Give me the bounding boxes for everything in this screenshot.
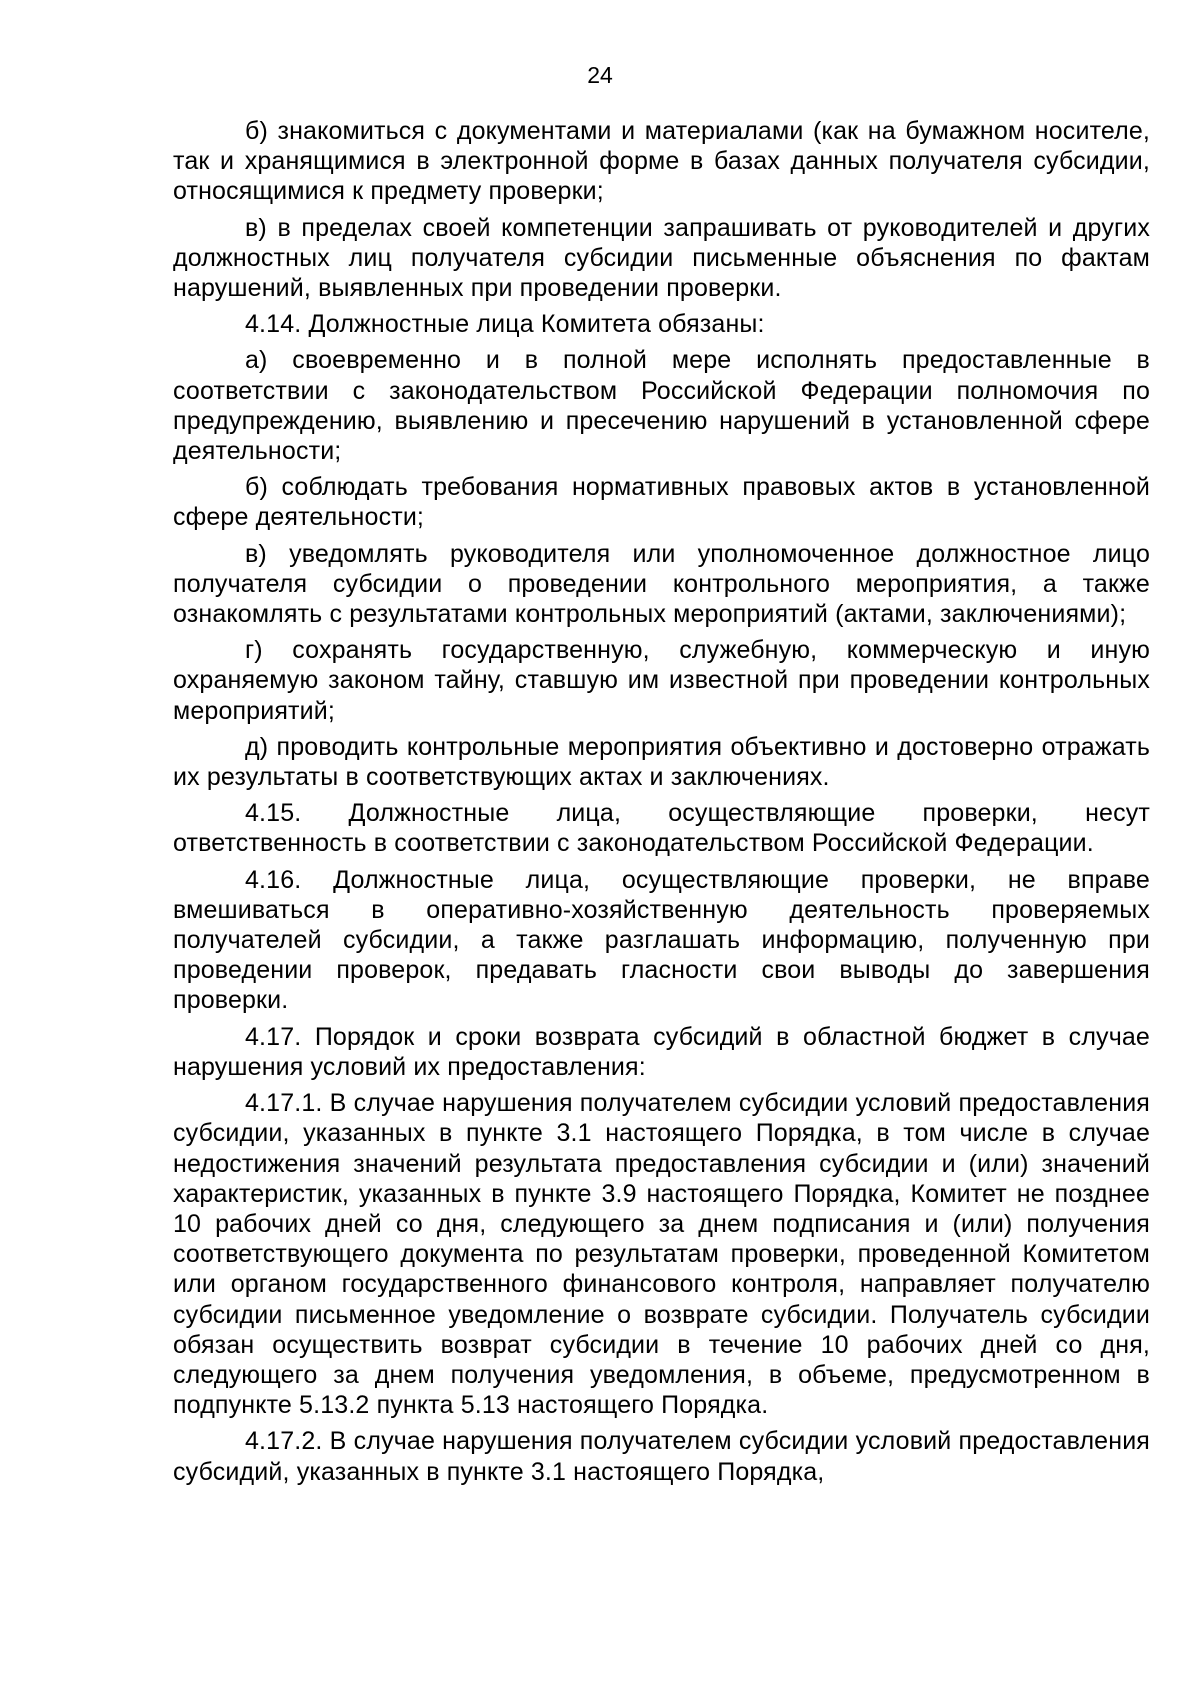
paragraph-4-15: 4.15. Должностные лица, осуществляющие проверки, несут ответственность в соответствии с законодательством Российской Федерации. [173, 799, 1150, 858]
paragraph-4-14-v: в) уведомлять руководителя или уполномоченное должностное лицо получателя субсидии о проведении контрольного мероприятия, а также ознакомлять с результатами контрольных мероприятий (актами, заключениями); [173, 539, 1150, 629]
paragraph-4-17: 4.17. Порядок и сроки возврата субсидий в областной бюджет в случае нарушения условий их предоставления: [173, 1022, 1150, 1081]
paragraph-4-14-b: б) соблюдать требования нормативных правовых актов в установленной сфере деятельности; [173, 473, 1150, 532]
paragraph-4-14-a: а) своевременно и в полной мере исполнять предоставленные в соответствии с законодательством Российской Федерации полномочия по предупреждению, выявлению и пресечению нарушений в установленной сфере деятельности; [173, 346, 1150, 466]
page-number: 24 [587, 62, 613, 88]
paragraph-4-17-1: 4.17.1. В случае нарушения получателем субсидии условий предоставления субсидии, указанных в пункте 3.1 настоящего Порядка, в том числе в случае недостижения значений результата предоставления субсидии и (или) значений характеристик, указанных в пункте 3.9 настоящего Порядка, Комитет не позднее 10 рабочих дней со дня, следующего за днем подписания и (или) получения соответствующего документа по результатам проверки, проведенной Комитетом или органом государственного финансового контроля, направляет получателю субсидии письменное уведомление о возврате субсидии. Получатель субсидии обязан осуществить возврат субсидии в течение 10 рабочих дней со дня, следующего за днем получения уведомления, в объеме, предусмотренном в подпункте 5.13.2 пункта 5.13 настоящего Порядка. [173, 1089, 1150, 1420]
paragraph-4-17-2: 4.17.2. В случае нарушения получателем субсидии условий предоставления субсидий, указанных в пункте 3.1 настоящего Порядка, [173, 1427, 1150, 1486]
paragraph-4-13-b: б) знакомиться с документами и материалами (как на бумажном носителе, так и хранящимися в электронной форме в базах данных получателя субсидии, относящимися к предмету проверки; [173, 117, 1150, 206]
paragraph-4-14-g: г) сохранять государственную, служебную, коммерческую и иную охраняемую законом тайну, ставшую им известной при проведении контрольных мероприятий; [173, 636, 1150, 725]
paragraph-4-14: 4.14. Должностные лица Комитета обязаны: [245, 310, 765, 339]
paragraph-4-16: 4.16. Должностные лица, осуществляющие проверки, не вправе вмешиваться в оперативно-хозяйственную деятельность проверяемых получателей субсидии, а также разглашать информацию, полученную при проведении проверок, предавать гласности свои выводы до завершения проверки. [173, 865, 1150, 1015]
document-body [173, 116, 1150, 1493]
paragraph-4-13-v: в) в пределах своей компетенции запрашивать от руководителей и других должностных лиц получателя субсидии письменные объяснения по фактам нарушений, выявленных при проведении проверки. [173, 213, 1150, 303]
paragraph-4-14-d: д) проводить контрольные мероприятия объективно и достоверно отражать их результаты в соответствующих актах и заключениях. [173, 732, 1150, 792]
